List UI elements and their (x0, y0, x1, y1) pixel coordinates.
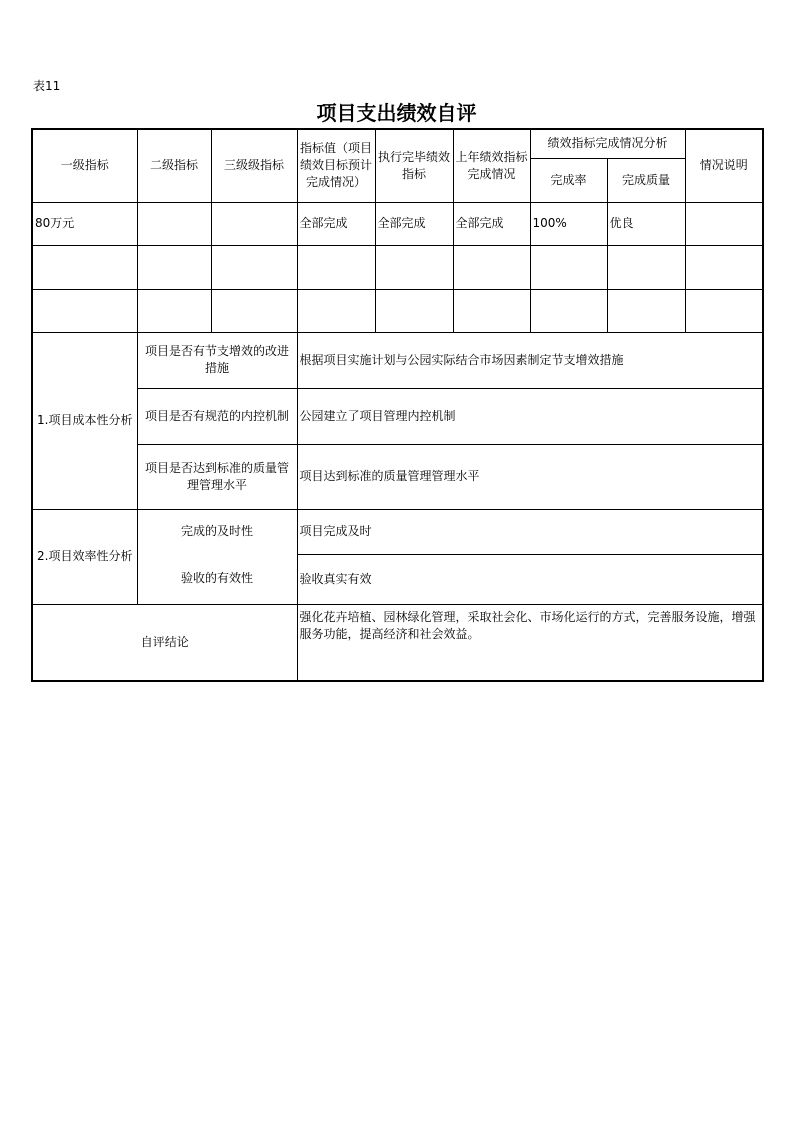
cell-notes (685, 289, 763, 332)
conclusion-row (32, 604, 763, 681)
header-notes: 情况说明 (685, 129, 763, 202)
efficiency-analysis-row (32, 554, 763, 604)
header-row-1 (32, 129, 763, 158)
cost-answer: 公园建立了项目管理内控机制 (297, 388, 763, 444)
table-row (32, 202, 763, 245)
cell-target-value (297, 289, 375, 332)
cell-level3 (211, 245, 297, 289)
cell-rate (530, 289, 607, 332)
cell-notes (685, 245, 763, 289)
cell-target-value: 全部完成 (297, 202, 375, 245)
header-completion-rate: 完成率 (530, 158, 607, 202)
header-analysis-group: 绩效指标完成情况分析 (530, 129, 685, 158)
cell-executed: 全部完成 (375, 202, 453, 245)
conclusion-label: 自评结论 (32, 604, 297, 681)
performance-evaluation-table (31, 128, 764, 682)
table-row (32, 245, 763, 289)
cell-level2 (137, 245, 211, 289)
cell-rate (530, 245, 607, 289)
cost-answer: 项目达到标准的质量管理管理水平 (297, 444, 763, 509)
cell-executed (375, 289, 453, 332)
cell-rate: 100% (530, 202, 607, 245)
cost-analysis-row (32, 332, 763, 388)
cell-target-value (297, 245, 375, 289)
cell-level1 (32, 245, 137, 289)
header-level3: 三级级指标 (211, 129, 297, 202)
cell-quality (607, 289, 685, 332)
efficiency-answer: 验收真实有效 (297, 554, 763, 604)
efficiency-question: 验收的有效性 (137, 554, 297, 604)
header-level2: 二级指标 (137, 129, 211, 202)
cell-level2 (137, 289, 211, 332)
cell-level3 (211, 289, 297, 332)
conclusion-text: 强化花卉培植、园林绿化管理，采取社会化、市场化运行的方式，完善服务设施，增强服务功能，提高经济和社会效益。 (297, 604, 763, 681)
cost-question: 项目是否达到标准的质量管理管理水平 (137, 444, 297, 509)
cell-last-year (453, 289, 530, 332)
cell-level3 (211, 202, 297, 245)
cost-answer: 根据项目实施计划与公园实际结合市场因素制定节支增效措施 (297, 332, 763, 388)
page-title: 项目支出绩效自评 (316, 101, 477, 125)
efficiency-question: 完成的及时性 (137, 509, 297, 554)
header-completion-quality: 完成质量 (607, 158, 685, 202)
cell-last-year (453, 245, 530, 289)
efficiency-analysis-row (32, 509, 763, 554)
efficiency-answer: 项目完成及时 (297, 509, 763, 554)
cost-question: 项目是否有节支增效的改进措施 (137, 332, 297, 388)
cell-last-year: 全部完成 (453, 202, 530, 245)
cost-analysis-row (32, 444, 763, 509)
cell-quality: 优良 (607, 202, 685, 245)
cost-analysis-row (32, 388, 763, 444)
header-level1: 一级指标 (32, 129, 137, 202)
cost-question: 项目是否有规范的内控机制 (137, 388, 297, 444)
cell-quality (607, 245, 685, 289)
table-row (32, 289, 763, 332)
cell-level1: 80万元 (32, 202, 137, 245)
header-last-year: 上年绩效指标完成情况 (453, 129, 530, 202)
cell-executed (375, 245, 453, 289)
header-target-value: 指标值（项目绩效目标预计完成情况） (297, 129, 375, 202)
table-number-label: 表11 (33, 79, 61, 93)
cell-level1 (32, 289, 137, 332)
header-executed: 执行完毕绩效指标 (375, 129, 453, 202)
efficiency-section-label: 2.项目效率性分析 (32, 509, 137, 604)
cell-level2 (137, 202, 211, 245)
cell-notes (685, 202, 763, 245)
cost-section-label: 1.项目成本性分析 (32, 332, 137, 509)
